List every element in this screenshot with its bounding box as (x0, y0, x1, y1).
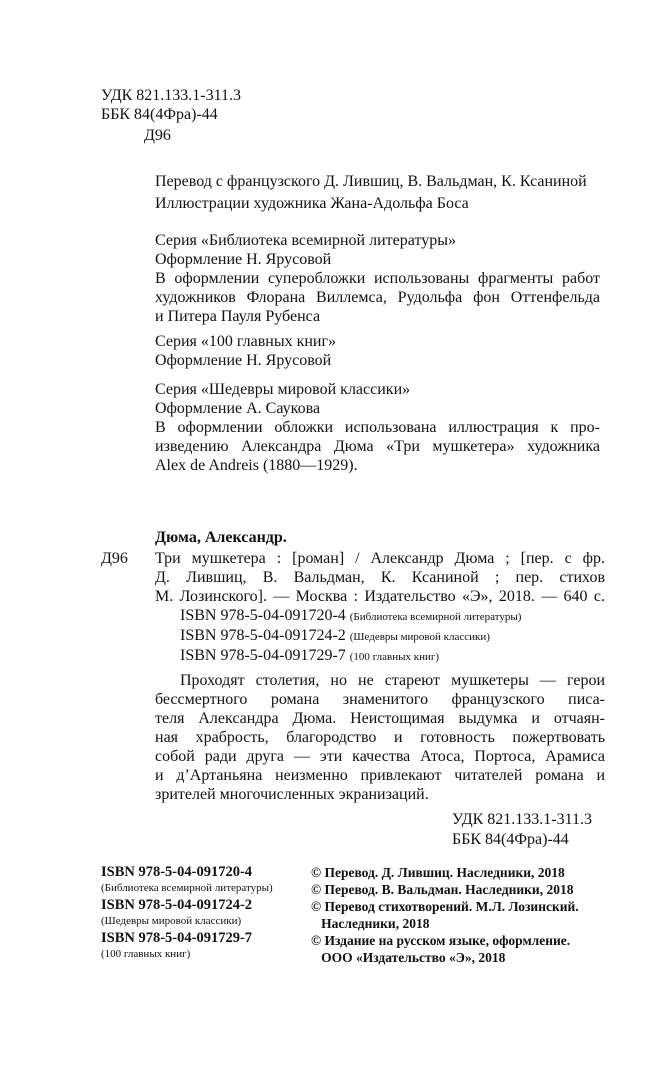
footer-isbn-note: (Шедевры мировой классики) (101, 915, 242, 927)
footer-isbn-note: (Библиотека всемирной литературы) (101, 882, 273, 894)
isbn-number: ISBN 978-5-04-091729-7 (180, 647, 346, 664)
catalog-bbk: ББК 84(4Фра)-44 (452, 831, 569, 848)
isbn-note: (Библиотека всемирной литературы) (349, 611, 522, 623)
description-line: Три мушкетера : [роман] / Александр Дюма ; [пер. с фр. (155, 550, 605, 567)
series-block-2 (155, 332, 600, 370)
series-block-3 (155, 380, 600, 475)
copyright-line: ООО «Издательство «Э», 2018 (311, 950, 506, 965)
copyright-line: Наследники, 2018 (311, 916, 430, 931)
description-line: М. Лозинского]. — Москва : Издательство «Э», 2018. — 640 с. (155, 588, 605, 605)
catalog-isbn-row (180, 606, 521, 627)
isbn-note: (100 главных книг) (349, 651, 440, 663)
series-line: В оформлении обложки использована иллюстрация к про- (155, 419, 600, 436)
copyright-line: © Перевод стихотворений. М.Л. Лозинский. (311, 899, 579, 914)
author-mark: Д96 (144, 127, 171, 144)
series-line: Оформление Н. Ярусовой (155, 352, 332, 369)
annotation-line: и д’Артаньяна неизменно привлекают читателей романа и (155, 767, 605, 784)
series-line: Оформление А. Саукова (155, 400, 321, 417)
series-line: Серия «100 главных книг» (155, 333, 337, 350)
series-line: Оформление Н. Ярусовой (155, 251, 332, 268)
series-line: Alex de Andreis (1880—1929). (155, 457, 358, 474)
series-line: и Питера Пауля Рубенса (155, 308, 321, 325)
copyright-list (311, 864, 579, 966)
udk-code: УДК 821.133.1-311.3 (101, 87, 242, 104)
annotation (155, 671, 605, 804)
footer-isbn-note: (100 главных книг) (101, 948, 191, 960)
annotation-line: собой ради друга — эти качества Атоса, Портоса, Арамиса (155, 748, 605, 765)
annotation-line: бессмертного романа знаменитого французского писа- (155, 691, 605, 708)
copyright-line: © Перевод. Д. Лившиц. Наследники, 2018 (311, 865, 565, 880)
annotation-line: зрителей многочисленных экранизаций. (155, 786, 429, 803)
isbn-number: ISBN 978-5-04-091720-4 (180, 607, 346, 624)
catalog-description (155, 549, 605, 606)
annotation-line: ная храбрость, благородство и готовность пожертвовать (155, 729, 605, 746)
series-line: Серия «Библиотека всемирной литературы» (155, 232, 456, 249)
catalog-author: Дюма, Александр. (155, 529, 287, 546)
isbn-note: (Шедевры мировой классики) (349, 631, 490, 643)
series-line: изведению Александра Дюма «Три мушкетера» художника (155, 438, 600, 455)
translation-credit: Перевод с французского Д. Лившиц, В. Вальдман, К. Ксаниной (155, 173, 587, 190)
illustration-credit: Иллюстрации художника Жана-Адольфа Боса (155, 195, 469, 212)
footer-isbn-list (101, 863, 273, 961)
footer-isbn-number: ISBN 978-5-04-091720-4 (101, 864, 253, 880)
copyright-line: © Перевод. В. Вальдман. Наследники, 2018 (311, 882, 574, 897)
catalog-udk: УДК 821.133.1-311.3 (452, 811, 593, 828)
footer-isbn-number: ISBN 978-5-04-091724-2 (101, 897, 253, 913)
isbn-number: ISBN 978-5-04-091724-2 (180, 627, 346, 644)
series-line: В оформлении суперобложки использованы фрагменты работ (155, 270, 600, 287)
series-line: Серия «Шедевры мировой классики» (155, 381, 411, 398)
series-block-1 (155, 231, 600, 326)
catalog-isbn-row (180, 626, 490, 647)
description-line: Д. Лившиц, В. Вальдман, К. Ксаниной ; пер. стихов (155, 569, 605, 586)
footer-isbn-number: ISBN 978-5-04-091729-7 (101, 930, 253, 946)
series-line: художников Флорана Виллемса, Рудольфа фон Оттенфельда (155, 289, 600, 306)
annotation-line: Проходят столетия, но не стареют мушкетеры — герои (180, 672, 605, 689)
annotation-line: теля Александра Дюма. Неистощимая выдумка и отчаян- (155, 710, 605, 727)
catalog-author-mark: Д96 (101, 550, 128, 567)
copyright-line: © Издание на русском языке, оформление. (311, 933, 571, 948)
bbk-code: ББК 84(4Фра)-44 (101, 106, 218, 123)
catalog-isbn-row (180, 646, 439, 667)
